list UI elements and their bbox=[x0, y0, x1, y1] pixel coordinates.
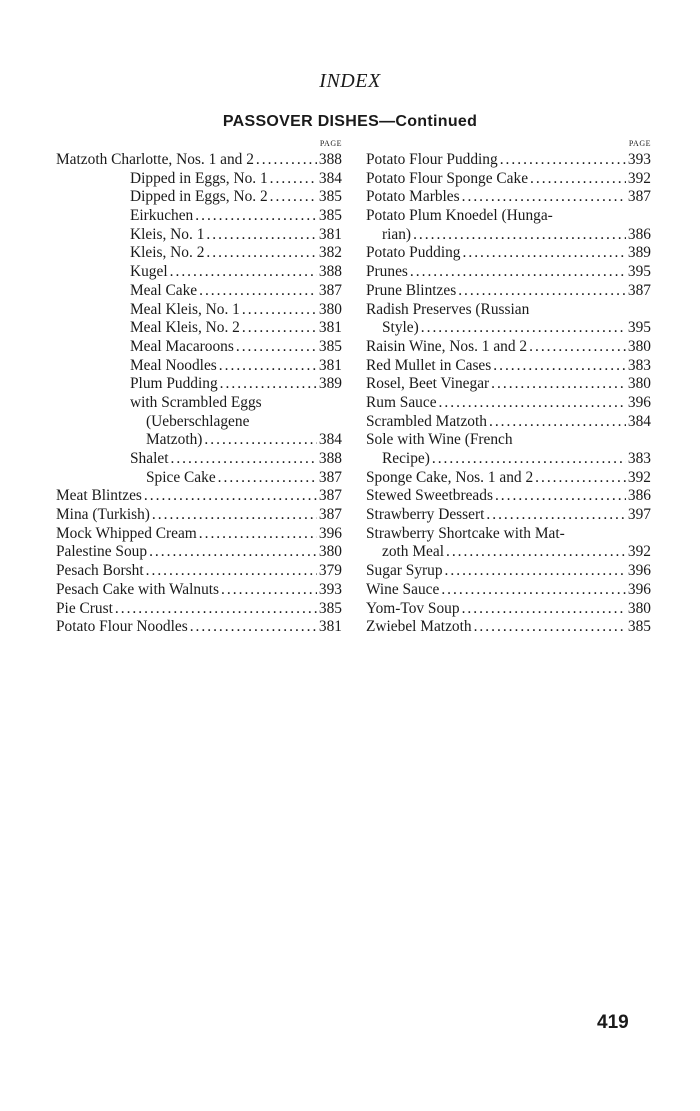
index-entry bbox=[366, 338, 651, 357]
index-entry-name: Style) bbox=[382, 319, 419, 337]
index-entry-page: 384 bbox=[627, 412, 651, 430]
index-entry bbox=[56, 188, 342, 207]
index-entry-name: Dipped in Eggs, No. 2 bbox=[130, 188, 268, 206]
index-entry-name: Meal Macaroons bbox=[130, 337, 234, 355]
index-entry-page: 387 bbox=[318, 487, 342, 505]
index-entry-name: Mina (Turkish) bbox=[56, 506, 150, 524]
index-entry-page: 396 bbox=[318, 524, 342, 542]
index-entry bbox=[366, 394, 651, 413]
dot-leader bbox=[462, 188, 626, 207]
index-entry bbox=[56, 319, 342, 338]
index-entry-page: 389 bbox=[627, 244, 651, 262]
page-heading: INDEX bbox=[319, 70, 381, 92]
dot-leader bbox=[270, 170, 317, 189]
dot-leader bbox=[199, 525, 317, 544]
index-entry-name: Strawberry Shortcake with Mat- bbox=[366, 524, 565, 542]
index-entry-page: 395 bbox=[627, 319, 651, 337]
index-entry bbox=[56, 469, 342, 488]
dot-leader bbox=[146, 562, 317, 581]
index-entry bbox=[366, 319, 651, 338]
dot-leader bbox=[190, 618, 317, 637]
dot-leader bbox=[413, 226, 626, 245]
index-entry bbox=[366, 431, 651, 450]
index-entry bbox=[366, 581, 651, 600]
index-entry-page: 393 bbox=[627, 151, 651, 168]
index-entry-name: Pie Crust bbox=[56, 599, 113, 617]
dot-leader bbox=[446, 543, 626, 562]
dot-leader bbox=[410, 263, 626, 282]
index-entry bbox=[366, 301, 651, 320]
index-column-right bbox=[366, 137, 651, 637]
dot-leader bbox=[270, 188, 317, 207]
index-entry-name: Plum Pudding bbox=[130, 375, 218, 393]
index-entry bbox=[366, 562, 651, 581]
index-entry-name: Meal Noodles bbox=[130, 356, 217, 374]
index-entry-name: Kleis, No. 2 bbox=[130, 244, 205, 262]
index-entry bbox=[56, 375, 342, 394]
dot-leader bbox=[489, 413, 626, 432]
index-entry-page: 381 bbox=[318, 319, 342, 337]
dot-leader bbox=[439, 394, 626, 413]
dot-leader bbox=[144, 487, 317, 506]
entry-list-left bbox=[56, 151, 342, 637]
index-entry bbox=[56, 525, 342, 544]
index-entry bbox=[366, 226, 651, 245]
index-entry-name: rian) bbox=[382, 225, 412, 243]
index-entry-page: 387 bbox=[627, 188, 651, 206]
index-entry bbox=[56, 562, 342, 581]
dot-leader bbox=[199, 282, 317, 301]
index-entry bbox=[56, 543, 342, 562]
entry-list-right bbox=[366, 151, 651, 637]
index-entry-name: Potato Flour Pudding bbox=[366, 151, 498, 168]
page-number: 419 bbox=[597, 1012, 629, 1033]
index-entry bbox=[366, 543, 651, 562]
dot-leader bbox=[458, 282, 626, 301]
index-entry bbox=[56, 450, 342, 469]
index-entry bbox=[56, 282, 342, 301]
index-entry-page: 387 bbox=[627, 281, 651, 299]
index-entry-page: 387 bbox=[318, 468, 342, 486]
index-entry-page: 395 bbox=[627, 263, 651, 281]
index-entry bbox=[56, 394, 342, 413]
dot-leader bbox=[206, 226, 317, 245]
dot-leader bbox=[242, 301, 317, 320]
index-entry-page: 380 bbox=[318, 300, 342, 318]
index-entry-name: Sponge Cake, Nos. 1 and 2 bbox=[366, 468, 534, 486]
index-entry bbox=[56, 357, 342, 376]
index-entry-page: 383 bbox=[627, 450, 651, 467]
index-entry bbox=[56, 600, 342, 619]
dot-leader bbox=[530, 170, 626, 189]
dot-leader bbox=[149, 543, 317, 562]
dot-leader bbox=[529, 338, 626, 357]
index-entry-page: 392 bbox=[627, 543, 651, 561]
index-entry bbox=[56, 431, 342, 450]
dot-leader bbox=[152, 506, 317, 525]
index-entry-name: (Ueberschlagene bbox=[146, 412, 250, 430]
index-entry-page: 380 bbox=[627, 375, 651, 393]
index-entry-name: Sugar Syrup bbox=[366, 562, 443, 580]
index-entry-page: 380 bbox=[627, 337, 651, 355]
index-entry bbox=[366, 188, 651, 207]
page-column-caption: PAGE bbox=[319, 139, 342, 148]
index-entry bbox=[366, 375, 651, 394]
index-entry-name: Sole with Wine (French bbox=[366, 431, 513, 449]
index-entry-page: 385 bbox=[318, 337, 342, 355]
index-entry-page: 389 bbox=[318, 375, 342, 393]
index-entry-page: 385 bbox=[627, 618, 651, 636]
dot-leader bbox=[195, 207, 317, 226]
index-entry-name: Stewed Sweetbreads bbox=[366, 487, 493, 505]
index-entry bbox=[56, 301, 342, 320]
index-entry bbox=[56, 170, 342, 189]
index-entry-page: 384 bbox=[318, 431, 342, 449]
index-entry-name: Mock Whipped Cream bbox=[56, 524, 197, 542]
index-entry-page: 383 bbox=[627, 356, 651, 374]
index-entry-page: 396 bbox=[627, 562, 651, 580]
index-entry-name: Meal Kleis, No. 1 bbox=[130, 300, 240, 318]
dot-leader bbox=[236, 338, 317, 357]
dot-leader bbox=[463, 244, 626, 263]
index-entry bbox=[56, 207, 342, 226]
dot-leader bbox=[421, 319, 626, 338]
index-entry bbox=[56, 413, 342, 432]
index-entry-page: 387 bbox=[318, 281, 342, 299]
index-entry-name: Meal Cake bbox=[130, 281, 198, 299]
index-entry-name: Meal Kleis, No. 2 bbox=[130, 319, 240, 337]
index-entry bbox=[366, 413, 651, 432]
index-entry-page: 397 bbox=[627, 506, 651, 524]
index-entry-name: Matzoth) bbox=[146, 431, 203, 449]
index-entry-name: Strawberry Dessert bbox=[366, 506, 485, 524]
dot-leader bbox=[170, 450, 316, 469]
index-entry-name: Palestine Soup bbox=[56, 543, 148, 561]
index-entry bbox=[366, 450, 651, 469]
dot-leader bbox=[170, 263, 317, 282]
index-entry-name: Potato Flour Noodles bbox=[56, 618, 188, 636]
index-entry bbox=[56, 618, 342, 637]
index-entry-name: Shalet bbox=[130, 450, 169, 467]
index-entry-page: 381 bbox=[318, 618, 342, 636]
index-entry-name: zoth Meal bbox=[382, 543, 444, 561]
index-entry-name: with Scrambled Eggs bbox=[130, 393, 262, 411]
dot-leader bbox=[500, 151, 626, 170]
index-entry-page: 387 bbox=[318, 506, 342, 524]
index-entry bbox=[56, 244, 342, 263]
index-entry-page: 388 bbox=[318, 450, 342, 467]
index-entry-name: Kugel bbox=[130, 263, 168, 281]
index-entry-page: 384 bbox=[318, 169, 342, 187]
dot-leader bbox=[242, 319, 317, 338]
index-entry bbox=[366, 618, 651, 637]
index-entry bbox=[366, 525, 651, 544]
index-entry bbox=[366, 282, 651, 301]
index-entry bbox=[366, 506, 651, 525]
index-entry-name: Pesach Cake with Walnuts bbox=[56, 580, 220, 598]
dot-leader bbox=[441, 581, 626, 600]
dot-leader bbox=[491, 375, 626, 394]
index-entry-page: 392 bbox=[627, 169, 651, 187]
index-entry-page: 388 bbox=[318, 151, 342, 168]
index-column-left bbox=[56, 137, 342, 637]
index-entry-name: Prunes bbox=[366, 263, 408, 281]
index-entry-name: Potato Pudding bbox=[366, 244, 461, 262]
dot-leader bbox=[495, 487, 626, 506]
index-entry-page: 385 bbox=[318, 188, 342, 206]
index-entry bbox=[56, 487, 342, 506]
index-entry bbox=[56, 263, 342, 282]
index-entry-name: Potato Marbles bbox=[366, 188, 460, 206]
index-entry-name: Kleis, No. 1 bbox=[130, 225, 205, 243]
index-entry bbox=[56, 226, 342, 245]
index-entry-page: 385 bbox=[318, 599, 342, 617]
index-entry-page: 396 bbox=[627, 580, 651, 598]
dot-leader bbox=[219, 357, 317, 376]
index-entry-name: Scrambled Matzoth bbox=[366, 412, 487, 430]
index-entry bbox=[366, 244, 651, 263]
index-entry-page: 381 bbox=[318, 225, 342, 243]
index-entry-page: 393 bbox=[318, 580, 342, 598]
dot-leader bbox=[486, 506, 626, 525]
dot-leader bbox=[204, 431, 316, 450]
index-entry-name: Eirkuchen bbox=[130, 207, 194, 225]
index-entry-page: 380 bbox=[318, 543, 342, 561]
index-entry-name: Recipe) bbox=[382, 450, 430, 467]
dot-leader bbox=[221, 581, 317, 600]
dot-leader bbox=[474, 618, 626, 637]
index-entry-page: 392 bbox=[627, 468, 651, 486]
index-entry-page: 382 bbox=[318, 244, 342, 262]
index-entry-name: Pesach Borsht bbox=[56, 562, 144, 580]
dot-leader bbox=[535, 469, 626, 488]
index-entry-name: Rosel, Beet Vinegar bbox=[366, 375, 490, 393]
dot-leader bbox=[432, 450, 626, 469]
index-entry bbox=[56, 151, 342, 170]
index-entry-name: Potato Plum Knoedel (Hunga- bbox=[366, 207, 553, 225]
index-entry-page: 381 bbox=[318, 356, 342, 374]
index-entry bbox=[366, 600, 651, 619]
index-entry bbox=[366, 357, 651, 376]
index-entry bbox=[56, 338, 342, 357]
index-entry-name: Meat Blintzes bbox=[56, 487, 142, 505]
index-entry-page: 386 bbox=[627, 225, 651, 243]
index-entry-name: Raisin Wine, Nos. 1 and 2 bbox=[366, 337, 528, 355]
index-entry-name: Spice Cake bbox=[146, 468, 216, 486]
index-entry-name: Prune Blintzes bbox=[366, 281, 457, 299]
index-entry bbox=[56, 581, 342, 600]
dot-leader bbox=[445, 562, 626, 581]
index-entry-page: 396 bbox=[627, 393, 651, 411]
index-entry bbox=[366, 487, 651, 506]
index-entry bbox=[366, 207, 651, 226]
section-heading: PASSOVER DISHES—Continued bbox=[222, 113, 478, 130]
index-entry-name: Matzoth Charlotte, Nos. 1 and 2 bbox=[56, 151, 254, 168]
dot-leader bbox=[115, 600, 317, 619]
index-entry bbox=[366, 170, 651, 189]
index-entry-name: Potato Flour Sponge Cake bbox=[366, 169, 529, 187]
index-entry-name: Radish Preserves (Russian bbox=[366, 300, 530, 318]
index-entry-name: Dipped in Eggs, No. 1 bbox=[130, 169, 268, 187]
index-entry bbox=[366, 263, 651, 282]
index-entry bbox=[56, 506, 342, 525]
dot-leader bbox=[256, 151, 317, 170]
index-entry bbox=[366, 151, 651, 170]
index-entry bbox=[366, 469, 651, 488]
dot-leader bbox=[493, 357, 626, 376]
index-entry-page: 386 bbox=[627, 487, 651, 505]
index-entry-name: Wine Sauce bbox=[366, 580, 440, 598]
index-entry-name: Yom-Tov Soup bbox=[366, 599, 460, 617]
dot-leader bbox=[220, 375, 317, 394]
index-entry-page: 380 bbox=[627, 599, 651, 617]
page-column-caption: PAGE bbox=[628, 139, 651, 148]
index-entry-page: 388 bbox=[318, 263, 342, 281]
dot-leader bbox=[206, 244, 317, 263]
dot-leader bbox=[218, 469, 317, 488]
index-entry-name: Zwiebel Matzoth bbox=[366, 618, 472, 636]
dot-leader bbox=[462, 600, 626, 619]
index-entry-page: 379 bbox=[318, 562, 342, 580]
index-entry-page: 385 bbox=[318, 207, 342, 225]
index-entry-name: Red Mullet in Cases bbox=[366, 356, 492, 374]
index-entry-name: Rum Sauce bbox=[366, 393, 437, 411]
